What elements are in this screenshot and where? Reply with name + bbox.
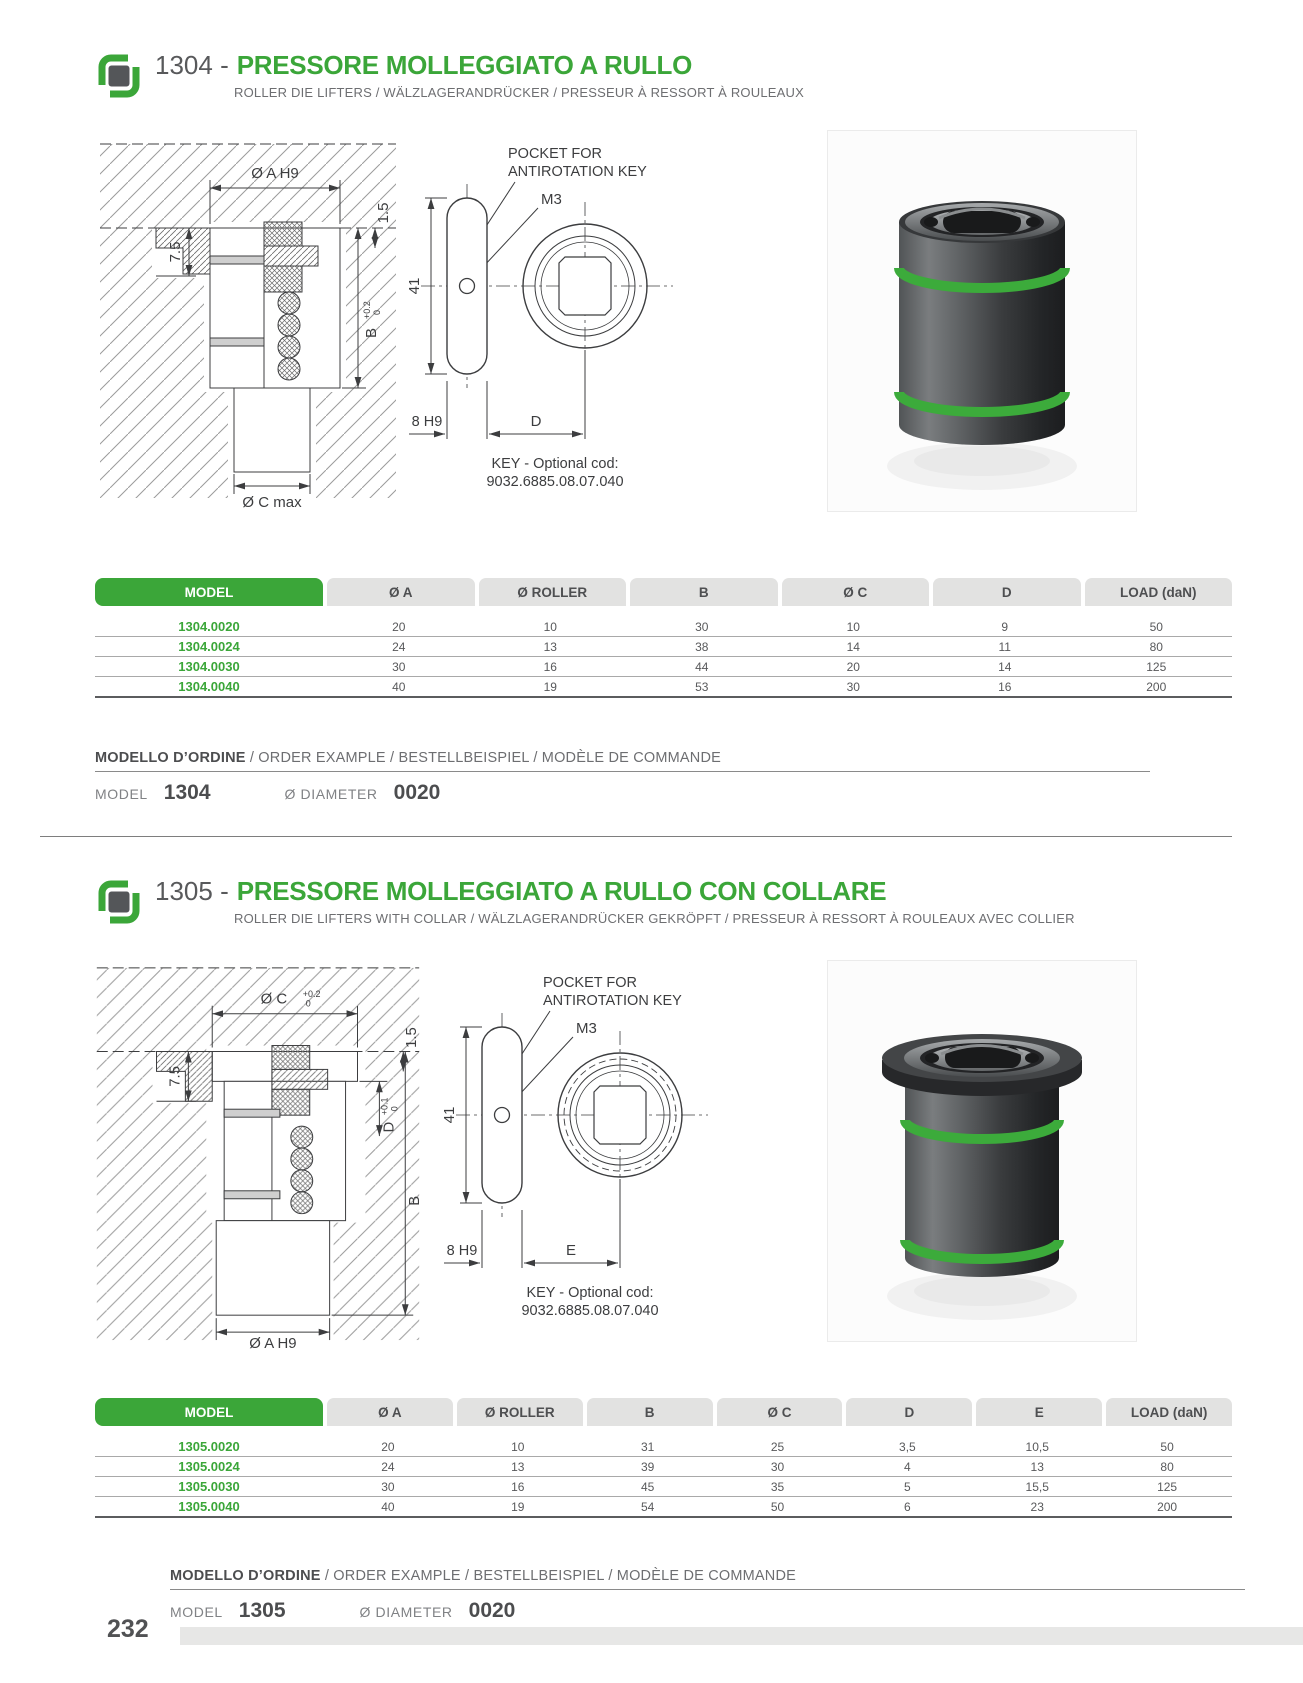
section-title: PRESSORE MOLLEGGIATO A RULLO	[236, 50, 693, 80]
pocket-callout-line2: ANTIROTATION KEY	[508, 164, 647, 180]
value-cell: 16	[998, 679, 1012, 694]
table-row	[95, 637, 1232, 657]
dim-label-e: E	[565, 1242, 577, 1259]
value-cell: 10,5	[1025, 1439, 1049, 1454]
brand-icon	[95, 878, 143, 926]
value-cell: 39	[640, 1459, 655, 1474]
value-cell: 16	[511, 1479, 525, 1494]
pocket-drawing-1305	[440, 965, 740, 1320]
value-cell: 19	[511, 1499, 525, 1514]
column-header-d: D	[933, 578, 1081, 606]
dim-label-b-tol-up: +0.2	[362, 301, 372, 319]
value-cell: 53	[695, 679, 709, 694]
table-row	[95, 1477, 1232, 1497]
model-cell: 1305.0030	[178, 1479, 240, 1494]
value-cell: 30	[695, 619, 709, 634]
value-cell: 14	[846, 639, 860, 654]
value-cell: 125	[1146, 659, 1167, 674]
column-header-dia-a: Ø A	[327, 1398, 453, 1426]
order-heading-primary: MODELLO D’ORDINE	[170, 1568, 321, 1584]
value-cell: 3,5	[899, 1439, 916, 1454]
product-photo-1305	[827, 960, 1137, 1342]
value-cell: 23	[1030, 1499, 1044, 1514]
value-cell: 19	[543, 679, 557, 694]
table-row	[95, 657, 1232, 677]
order-diameter-label: Ø DIAMETER	[284, 786, 378, 802]
value-cell: 11	[998, 639, 1011, 654]
dim-label-d: D	[380, 1121, 398, 1133]
pocket-drawing-1304	[405, 136, 705, 491]
order-model-label: MODEL	[95, 786, 148, 802]
value-cell: 38	[695, 639, 709, 654]
value-cell: 125	[1157, 1479, 1178, 1494]
value-cell: 5	[904, 1479, 911, 1494]
model-cell: 1305.0024	[178, 1459, 240, 1474]
value-cell: 35	[770, 1479, 785, 1494]
order-example-1305	[170, 1568, 1245, 1623]
value-cell: 6	[904, 1499, 911, 1514]
dim-label-7-5: 7.5	[166, 1066, 184, 1087]
column-header-dia-a: Ø A	[327, 578, 475, 606]
column-header-dia-c: Ø C	[782, 578, 930, 606]
column-header-dia-roller: Ø ROLLER	[479, 578, 627, 606]
column-header-dia-roller: Ø ROLLER	[457, 1398, 583, 1426]
column-header-model: MODEL	[95, 578, 323, 606]
column-header-e: E	[976, 1398, 1102, 1426]
value-cell: 30	[846, 679, 860, 694]
model-cell: 1305.0040	[178, 1499, 240, 1514]
model-cell: 1304.0040	[178, 679, 240, 694]
cross-section-drawing-1305	[88, 952, 428, 1350]
section-code: 1305 -	[155, 876, 229, 906]
dim-label-41: 41	[406, 277, 423, 295]
value-cell: 10	[846, 619, 860, 634]
dim-label-b-tol-down: 0	[372, 309, 382, 315]
page-number: 232	[107, 1615, 149, 1643]
section-title: PRESSORE MOLLEGGIATO A RULLO CON COLLARE	[236, 876, 887, 906]
value-cell: 20	[846, 659, 860, 674]
value-cell: 24	[392, 639, 406, 654]
column-header-load: LOAD (daN)	[1106, 1398, 1232, 1426]
dim-label-8h9: 8 H9	[446, 1243, 478, 1259]
value-cell: 4	[904, 1459, 911, 1474]
dim-label-b: B	[406, 1195, 424, 1206]
section-1305-header	[95, 876, 1075, 926]
value-cell: 200	[1157, 1499, 1178, 1514]
dim-label-1-5: 1.5	[375, 202, 392, 224]
value-cell: 40	[381, 1499, 395, 1514]
dim-label-dia-c-tol-down: 0	[305, 998, 311, 1009]
column-header-dia-c: Ø C	[717, 1398, 843, 1426]
value-cell: 13	[1030, 1459, 1044, 1474]
dim-label-dia-a: Ø A H9	[251, 165, 299, 182]
order-heading	[95, 750, 1150, 772]
value-cell: 50	[770, 1499, 785, 1514]
value-cell: 20	[392, 619, 406, 634]
order-model-label: MODEL	[170, 1604, 223, 1620]
order-heading-secondary: / ORDER EXAMPLE / BESTELLBEISPIEL / MODÈLE DE COMMANDE	[320, 1568, 797, 1584]
cross-section-drawing-1304	[92, 128, 404, 510]
column-header-b: B	[587, 1398, 713, 1426]
section-subtitle: ROLLER DIE LIFTERS WITH COLLAR / WÄLZLAGERANDRÜCKER GEKRÖPFT / PRESSEUR À RESSORT À ROULEAUX AVEC COLLIER	[234, 911, 1075, 926]
value-cell: 50	[1149, 619, 1163, 634]
order-heading-secondary: / ORDER EXAMPLE / BESTELLBEISPIEL / MODÈLE DE COMMANDE	[245, 750, 722, 766]
order-model-value: 1305	[238, 1599, 286, 1622]
dim-label-7-5: 7.5	[167, 241, 184, 263]
table-row	[95, 1437, 1232, 1457]
section-code: 1304 -	[155, 50, 229, 80]
key-note-line1: KEY - Optional cod:	[491, 456, 619, 472]
dim-label-1-5: 1.5	[403, 1027, 421, 1048]
model-cell: 1305.0020	[178, 1439, 240, 1454]
section-divider	[40, 836, 1232, 837]
value-cell: 80	[1160, 1459, 1174, 1474]
model-cell: 1304.0020	[178, 619, 240, 634]
value-cell: 10	[543, 619, 557, 634]
value-cell: 30	[381, 1479, 395, 1494]
dim-label-dia-c-tol-up: +0.2	[302, 988, 321, 999]
table-row	[95, 677, 1232, 696]
dim-label-d-tol-down: 0	[389, 1106, 400, 1112]
order-diameter-value: 0020	[468, 1599, 516, 1622]
value-cell: 30	[392, 659, 406, 674]
order-diameter-label: Ø DIAMETER	[359, 1604, 453, 1620]
value-cell: 13	[511, 1459, 525, 1474]
value-cell: 16	[543, 659, 557, 674]
value-cell: 80	[1149, 639, 1163, 654]
dim-label-d: D	[530, 413, 542, 430]
table-row	[95, 1497, 1232, 1516]
value-cell: 54	[640, 1499, 655, 1514]
thread-label-m3: M3	[576, 1020, 597, 1037]
dim-label-41: 41	[441, 1106, 458, 1124]
order-model-value: 1304	[163, 781, 211, 804]
value-cell: 24	[381, 1459, 395, 1474]
model-cell: 1304.0024	[178, 639, 240, 654]
dim-label-dia-a: Ø A H9	[249, 1335, 297, 1350]
column-header-load: LOAD (daN)	[1085, 578, 1233, 606]
dim-label-dia-c: Ø C max	[242, 494, 302, 510]
column-header-b: B	[630, 578, 778, 606]
key-note-line1: KEY - Optional cod:	[526, 1285, 654, 1301]
value-cell: 45	[640, 1479, 655, 1494]
value-cell: 40	[392, 679, 406, 694]
value-cell: 20	[381, 1439, 395, 1454]
value-cell: 44	[695, 659, 709, 674]
column-header-model: MODEL	[95, 1398, 323, 1426]
pocket-callout-line2: ANTIROTATION KEY	[543, 993, 682, 1009]
dim-label-b: B	[363, 327, 380, 339]
value-cell: 30	[770, 1459, 785, 1474]
value-cell: 50	[1160, 1439, 1174, 1454]
key-note-line2: 9032.6885.08.07.040	[521, 1303, 659, 1319]
spec-table-1304	[95, 578, 1232, 698]
model-cell: 1304.0030	[178, 659, 240, 674]
thread-label-m3: M3	[541, 191, 562, 208]
value-cell: 15,5	[1025, 1479, 1049, 1494]
value-cell: 25	[770, 1439, 785, 1454]
table-row	[95, 617, 1232, 637]
column-header-d: D	[846, 1398, 972, 1426]
order-heading	[170, 1568, 1245, 1590]
order-example-1304	[95, 750, 1150, 805]
value-cell: 13	[543, 639, 557, 654]
value-cell: 31	[640, 1439, 655, 1454]
product-photo-1304	[827, 130, 1137, 512]
key-note-line2: 9032.6885.08.07.040	[486, 474, 624, 490]
dim-label-dia-c: Ø C	[260, 990, 288, 1008]
pocket-callout-line1: POCKET FOR	[508, 146, 602, 162]
dim-label-8h9: 8 H9	[411, 414, 443, 430]
brand-icon	[95, 52, 143, 100]
footer-bar	[180, 1627, 1303, 1645]
value-cell: 9	[1001, 619, 1009, 634]
order-diameter-value: 0020	[393, 781, 441, 804]
value-cell: 10	[511, 1439, 525, 1454]
order-heading-primary: MODELLO D’ORDINE	[95, 750, 246, 766]
pocket-callout-line1: POCKET FOR	[543, 975, 637, 991]
value-cell: 14	[998, 659, 1012, 674]
dim-label-d-tol-up: +0.1	[379, 1097, 390, 1116]
section-1304-header	[95, 50, 804, 100]
section-subtitle: ROLLER DIE LIFTERS / WÄLZLAGERANDRÜCKER / PRESSEUR À RESSORT À ROULEAUX	[234, 85, 804, 100]
spec-table-1305	[95, 1398, 1232, 1518]
table-row	[95, 1457, 1232, 1477]
value-cell: 200	[1146, 679, 1167, 694]
